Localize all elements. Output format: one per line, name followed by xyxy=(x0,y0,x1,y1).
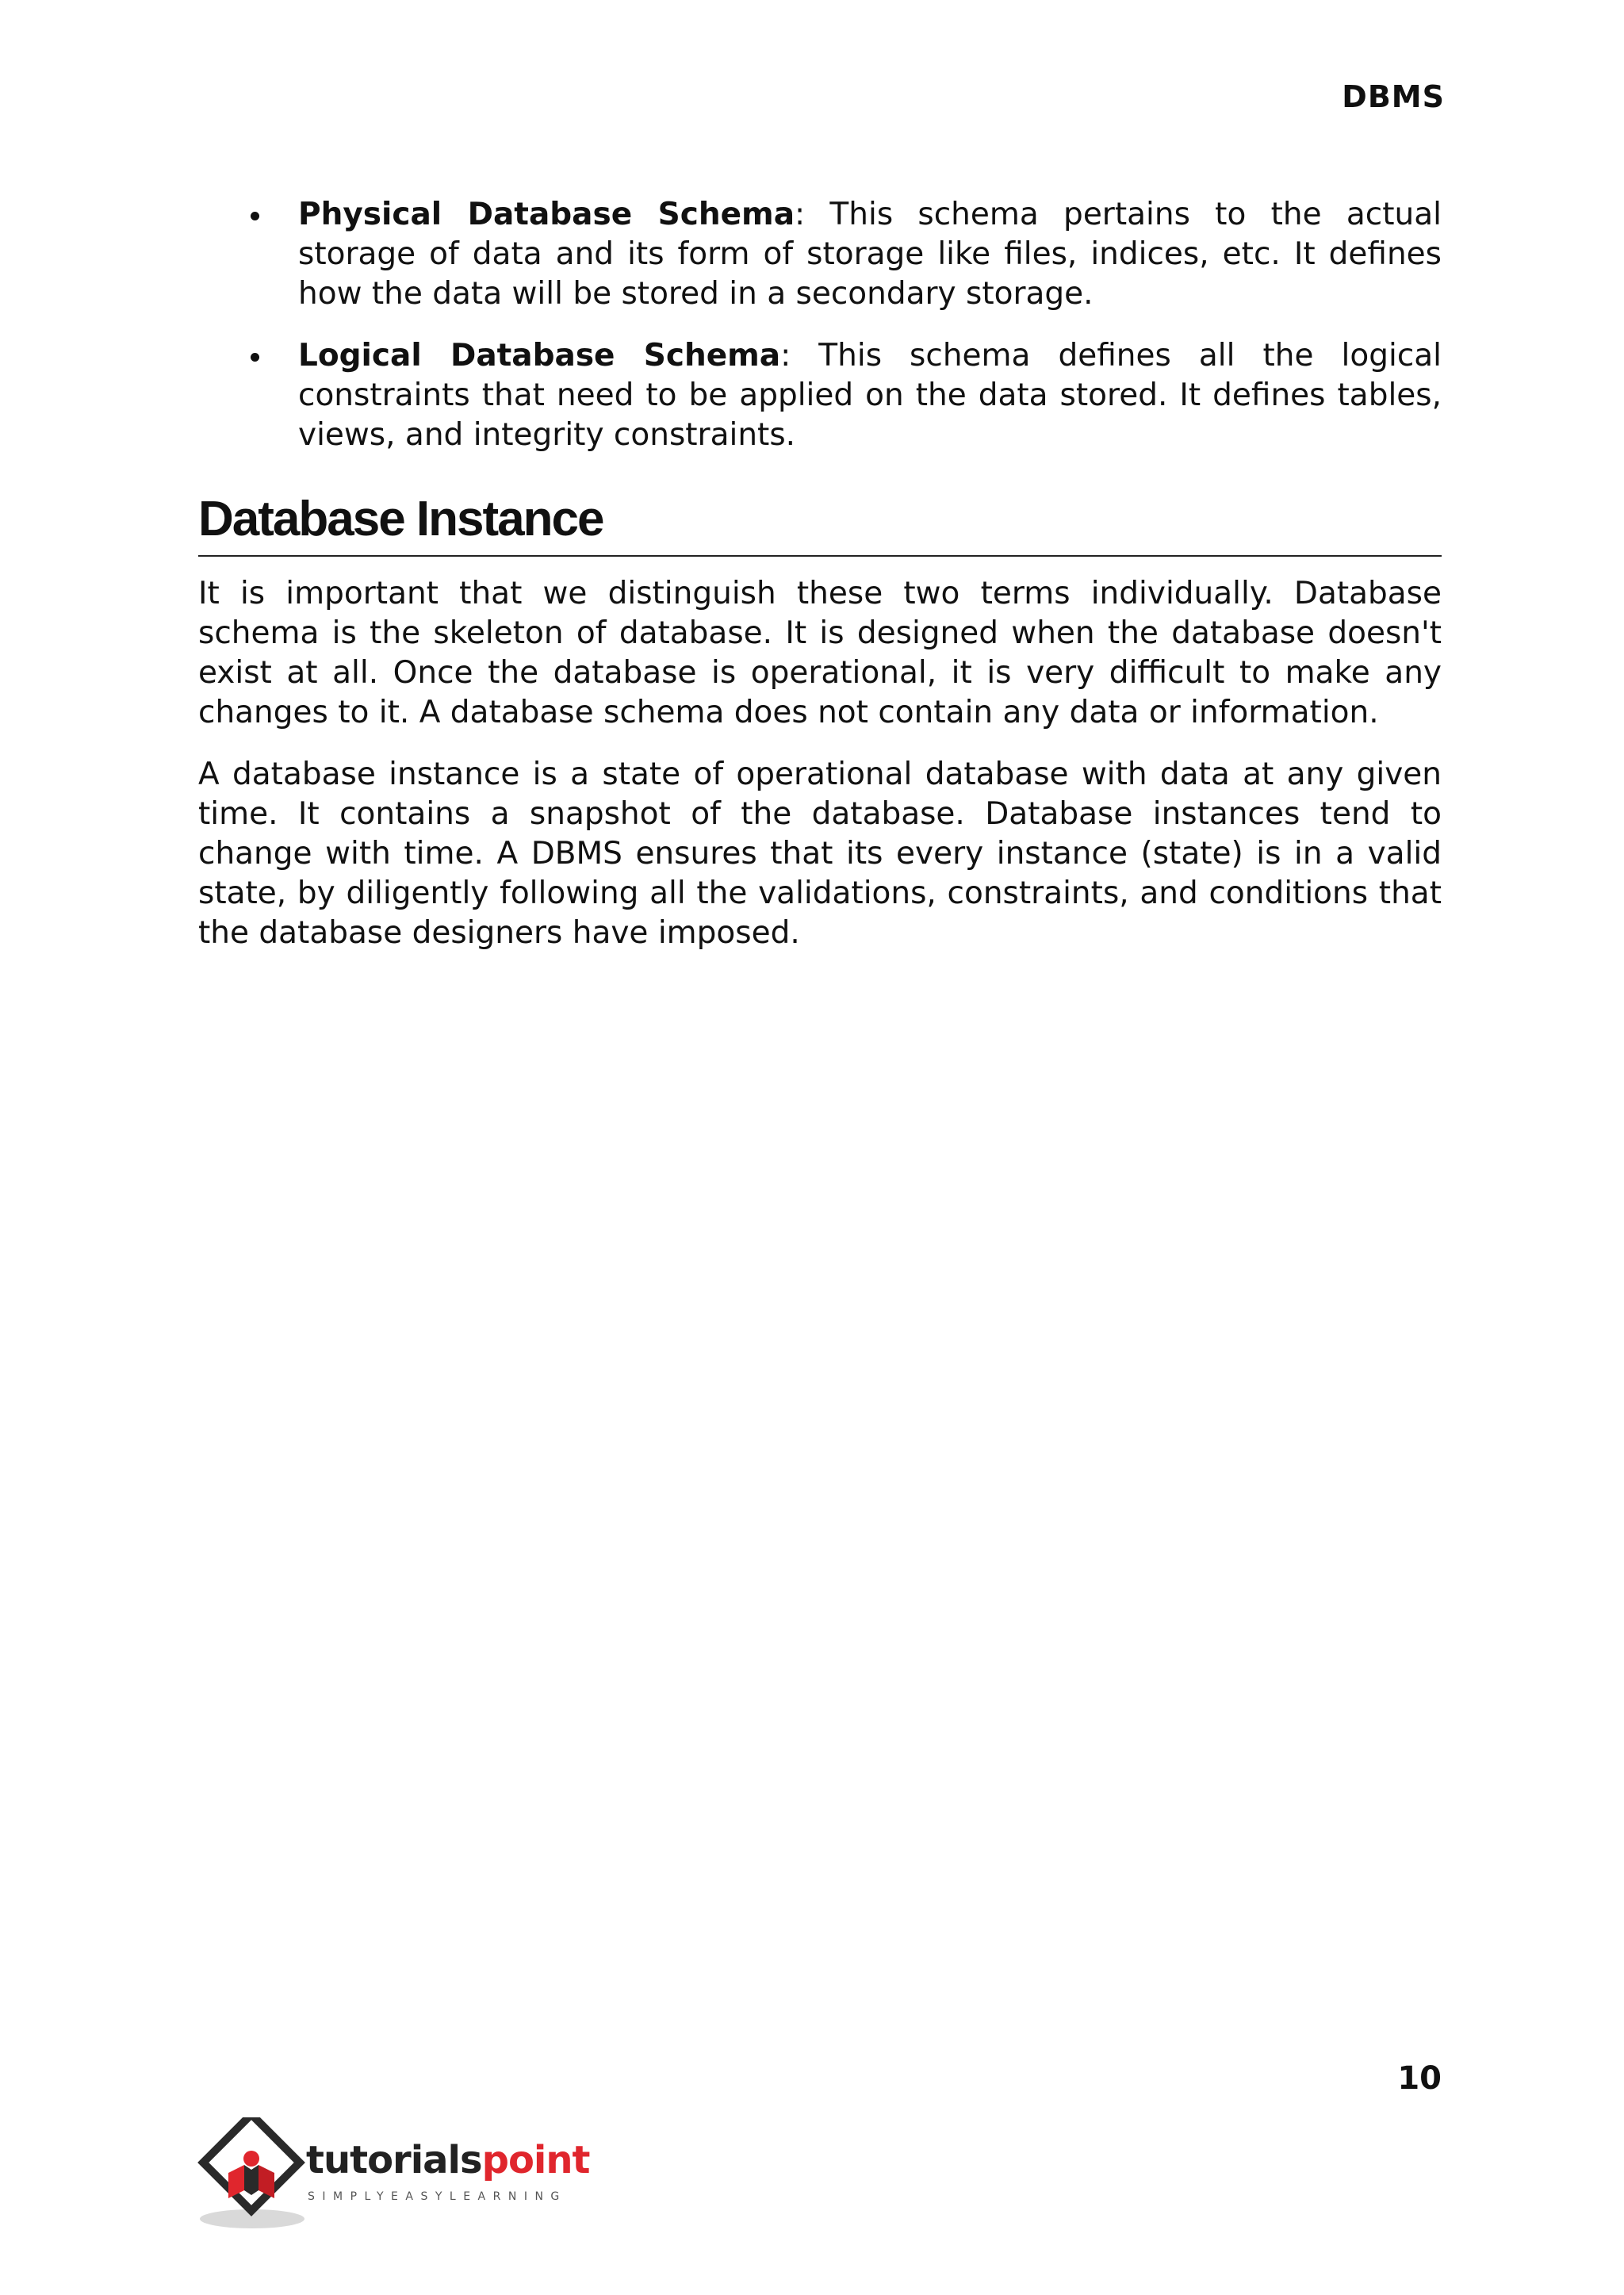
list-item-text: : This schema defines all the logical constraints that need to be applied on the data stored. It defines tables, views, and integrity constraints. xyxy=(298,338,1442,453)
list-item-term: Logical Database Schema xyxy=(298,338,781,374)
tutorialspoint-logo-icon xyxy=(197,2117,308,2236)
logo-tagline: SIMPLYEASYLEARNING xyxy=(308,2190,567,2203)
page-number: 10 xyxy=(1397,2060,1442,2097)
list-item xyxy=(198,195,1442,314)
list-item-text: : This schema pertains to the actual storage of data and its form of storage like files, indices, etc. It defines how the data will be stored in a secondary storage. xyxy=(298,197,1442,312)
body-paragraph: A database instance is a state of operational database with data at any given time. It contains a snapshot of the database. Database instances tend to change with time. A DBMS ensures that its every instance (state) is in a valid state, by diligently following all the validations, constraints, and conditions that the database designers have imposed. xyxy=(198,757,1442,951)
bullet-icon xyxy=(251,212,259,220)
section-heading: Database Instance xyxy=(198,489,1442,557)
logo-wordmark: tutorialspoint xyxy=(306,2138,590,2182)
running-header: DBMS xyxy=(1342,79,1445,114)
list-item-term: Physical Database Schema xyxy=(298,197,795,232)
tutorialspoint-logo xyxy=(197,2117,590,2236)
page-content xyxy=(198,195,1442,953)
list-item xyxy=(198,336,1442,455)
body-paragraph: It is important that we distinguish these two terms individually. Database schema is the skeleton of database. It is designed when the database doesn't exist at all. Once the database is operational, it is very difficult to make any changes to it. A database schema does not contain any data or information. xyxy=(198,576,1442,730)
bullet-icon xyxy=(251,353,259,362)
schema-type-list xyxy=(198,195,1442,455)
